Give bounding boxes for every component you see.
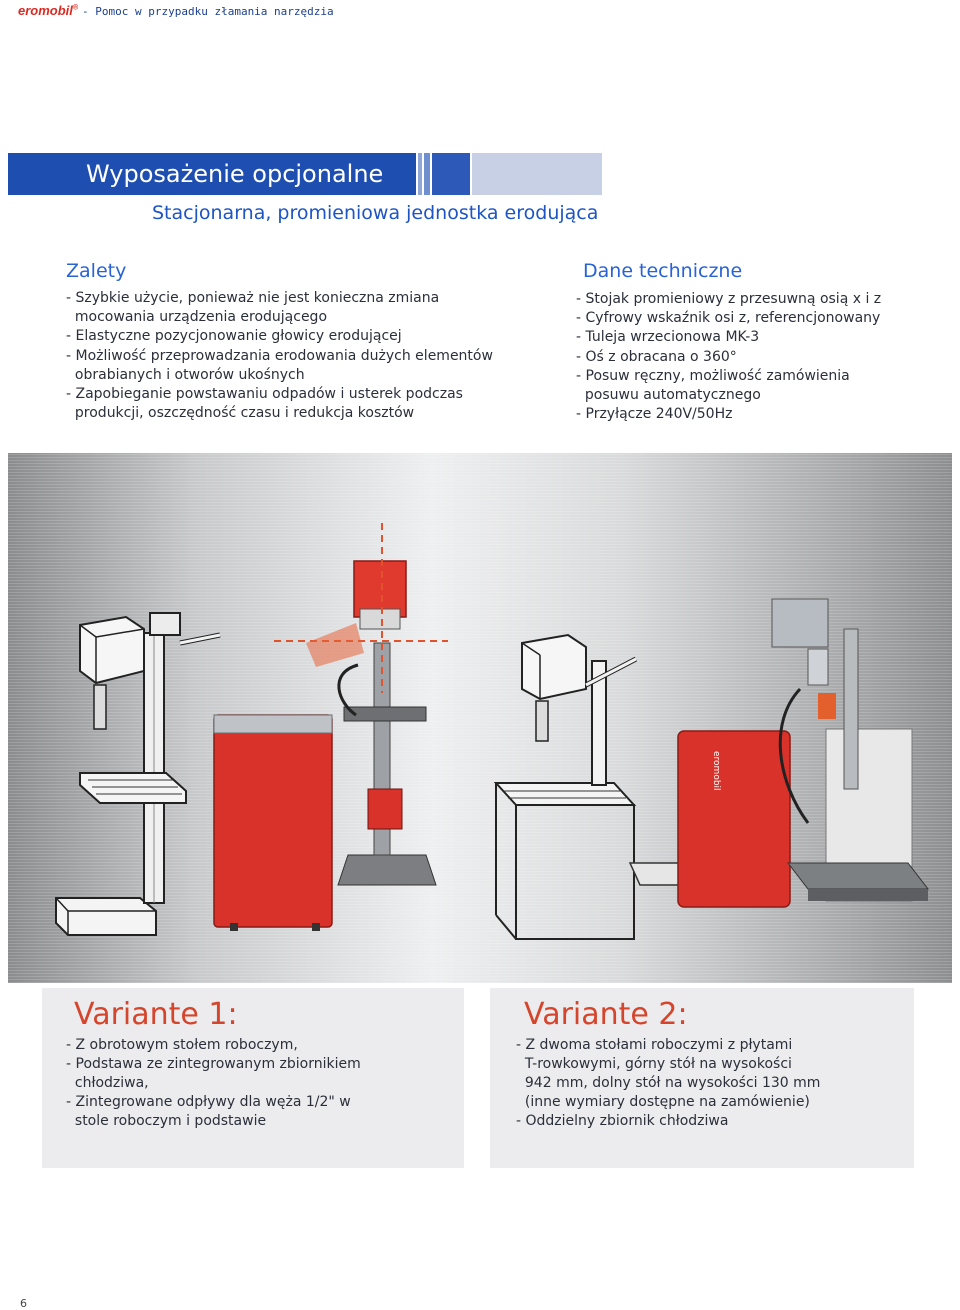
brand-logo: eromobil® — [18, 3, 79, 18]
page-number: 6 — [20, 1297, 27, 1310]
list-item: obrabianych i otworów ukośnych — [66, 366, 305, 383]
list-item: 942 mm, dolny stół na wysokości 130 mm — [516, 1075, 821, 1091]
list-item: posuwu automatycznego — [576, 387, 761, 404]
advantages-heading: Zalety — [66, 260, 127, 282]
list-item: - Z obrotowym stołem roboczym, — [66, 1037, 298, 1053]
list-item: chłodziwa, — [66, 1075, 149, 1091]
machine-brand-label: eromobil — [711, 751, 721, 791]
machines-illustration — [8, 453, 952, 983]
list-item: - Tuleja wrzecionowa MK-3 — [576, 329, 760, 346]
erosion-unit-right — [678, 599, 928, 907]
list-item: - Oddzielny zbiornik chłodziwa — [516, 1113, 729, 1129]
pillar-drill-left — [56, 613, 220, 935]
list-item: - Możliwość przeprowadzania erodowania dużych elementów — [66, 347, 493, 364]
list-item: - Cyfrowy wskaźnik osi z, referencjonowany — [576, 310, 881, 327]
list-item: - Oś z obracana o 360° — [576, 348, 737, 365]
list-item: - Szybkie użycie, ponieważ nie jest konieczna zmiana — [66, 290, 440, 306]
list-item: T-rowkowymi, górny stół na wysokości — [516, 1056, 792, 1072]
list-item: (inne wymiary dostępne na zamówienie) — [516, 1094, 810, 1110]
variant1-list — [66, 1036, 361, 1131]
erosion-unit-center — [214, 523, 448, 931]
list-item: - Zapobieganie powstawaniu odpadów i usterek podczas — [66, 386, 463, 403]
list-item: - Podstawa ze zintegrowanym zbiornikiem — [66, 1056, 361, 1072]
list-item: - Z dwoma stołami roboczymi z płytami — [516, 1037, 793, 1053]
list-item: stole roboczym i podstawie — [66, 1113, 267, 1129]
variant1-title: Variante 1: — [74, 997, 238, 1032]
list-item: - Posuw ręczny, możliwość zamówienia — [576, 367, 850, 384]
decor-stripe — [424, 153, 430, 195]
decor-stripe — [418, 153, 422, 195]
page-subtitle: Stacjonarna, promieniowa jednostka erodująca — [152, 202, 599, 224]
breadcrumb: - Pomoc w przypadku złamania narzędzia — [82, 5, 334, 18]
list-item: - Stojak promieniowy z przesuwną osią x i z — [576, 291, 882, 307]
variant2-title: Variante 2: — [524, 997, 688, 1032]
product-photo — [8, 453, 952, 983]
list-item: - Zintegrowane odpływy dla węża 1/2" w — [66, 1094, 351, 1110]
list-item: mocowania urządzenia erodującego — [66, 309, 328, 326]
variant2-list — [516, 1036, 820, 1131]
decor-stripe — [432, 153, 470, 195]
page-title: Wyposażenie opcjonalne — [86, 160, 384, 188]
list-item: - Przyłącze 240V/50Hz — [576, 406, 733, 423]
page-header — [0, 0, 960, 24]
decor-stripe — [472, 153, 602, 195]
tech-list — [576, 290, 881, 424]
advantages-list — [66, 289, 493, 423]
tech-heading: Dane techniczne — [583, 260, 743, 282]
list-item: produkcji, oszczędność czasu i redukcja kosztów — [66, 405, 415, 422]
list-item: - Elastyczne pozycjonowanie głowicy erodującej — [66, 328, 402, 345]
